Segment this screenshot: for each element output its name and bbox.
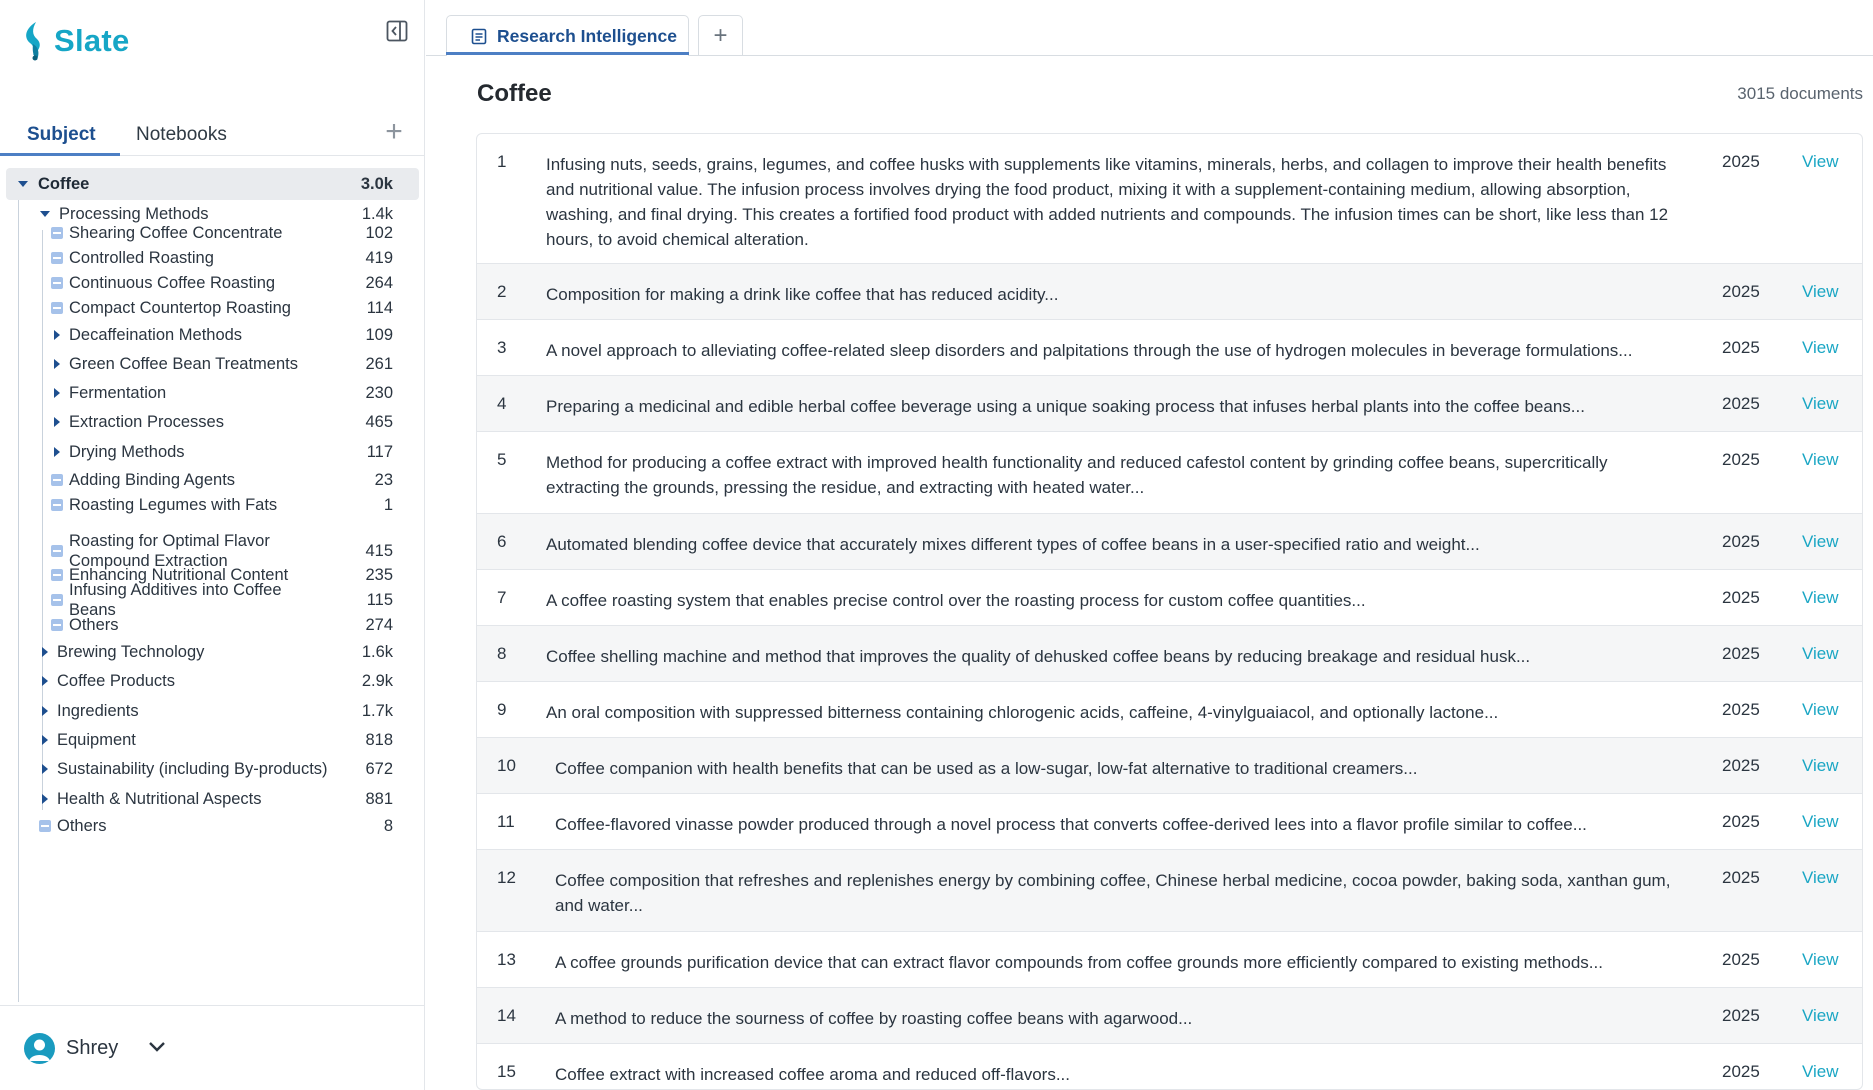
caret-right-icon[interactable] — [42, 764, 48, 774]
document-summary: Coffee extract with increased coffee aroma and reduced off-flavors... — [555, 1065, 1071, 1084]
document-summary: Coffee-flavored vinasse powder produced through a novel process that converts coffee-derived lees into a flavor profile similar to coffee... — [555, 815, 1587, 834]
leaf-node-icon — [51, 619, 63, 631]
document-number: 2 — [497, 282, 507, 301]
tree-label: Continuous Coffee Roasting — [69, 274, 276, 292]
sidebar-tabs — [0, 115, 425, 156]
tree-node[interactable] — [0, 788, 425, 810]
tree-node[interactable] — [0, 581, 425, 619]
tree-count: 2.9k — [361, 671, 393, 690]
document-year: 2025 — [1722, 394, 1760, 413]
document-number: 6 — [497, 532, 507, 551]
document-summary: Coffee composition that refreshes and replenishes energy by combining coffee, Chinese herbal medicine, cocoa powder, baking soda, xanthan gum, and water... — [555, 871, 1671, 915]
caret-down-icon[interactable] — [18, 181, 28, 187]
document-row — [477, 376, 1863, 432]
document-year: 2025 — [1722, 700, 1760, 719]
document-summary: A novel approach to alleviating coffee-related sleep disorders and palpitations through the use of hydrogen molecules in beverage formulations... — [546, 341, 1633, 360]
tree-count: 818 — [365, 730, 393, 749]
document-number: 8 — [497, 644, 507, 663]
document-number: 12 — [497, 868, 516, 887]
leaf-node-icon — [51, 474, 63, 486]
view-link[interactable]: View — [1802, 588, 1839, 607]
tab-label: Research Intelligence — [497, 25, 677, 46]
tree-count: 881 — [365, 789, 393, 808]
logo[interactable] — [20, 20, 130, 62]
tab-notebooks[interactable]: Notebooks — [136, 124, 227, 145]
document-summary: Coffee shelling machine and method that improves the quality of dehusked coffee beans by reducing breakage and residual husk... — [546, 647, 1531, 666]
view-link[interactable]: View — [1802, 450, 1839, 469]
leaf-node-icon — [51, 277, 63, 289]
new-tab-button[interactable]: + — [698, 15, 743, 56]
tree-node[interactable] — [0, 614, 425, 636]
tree-node[interactable] — [0, 272, 425, 294]
document-summary: Infusing nuts, seeds, grains, legumes, and coffee husks with supplements like vitamins, minerals, herbs, and collagen to improve their health benefits and nutritional value. The infusion process involves drying the food product, mixing it with a supplement-containing medium, allowing absorption, washing, and final drying. This creates a fortified food product with added nutrients and compounds. The infusion times can be short, like less than 12 hours, to avoid chemical alteration. — [546, 155, 1669, 249]
tree-label: Others — [57, 816, 107, 835]
document-number: 1 — [497, 152, 507, 171]
tree-count: 230 — [365, 383, 393, 402]
document-summary: A coffee grounds purification device that can extract flavor compounds from coffee grounds more efficiently compared to existing methods... — [555, 953, 1603, 972]
tree-label: Processing Methods — [59, 204, 209, 223]
tree-count: 264 — [365, 273, 393, 292]
document-row — [477, 1044, 1863, 1090]
document-icon — [471, 28, 487, 45]
view-link[interactable]: View — [1802, 1062, 1839, 1081]
user-icon — [24, 1033, 55, 1064]
document-summary: A coffee roasting system that enables precise control over the roasting process for custom coffee quantities... — [546, 591, 1366, 610]
active-tab-indicator — [0, 153, 120, 156]
document-row — [477, 932, 1863, 988]
tree-node[interactable] — [0, 353, 425, 375]
caret-right-icon[interactable] — [42, 647, 48, 657]
tree-count: 114 — [366, 298, 393, 317]
document-row — [477, 264, 1863, 320]
document-year: 2025 — [1722, 588, 1760, 607]
view-link[interactable]: View — [1802, 756, 1839, 775]
tree-label: Infusing Additives into Coffee Beans — [69, 581, 282, 619]
caret-right-icon[interactable] — [54, 359, 60, 369]
chevron-down-icon[interactable] — [148, 1040, 166, 1054]
leaf-node-icon — [51, 227, 63, 239]
tree-label: Ingredients — [57, 701, 139, 720]
document-number: 15 — [497, 1062, 516, 1081]
sidebar — [0, 0, 425, 1090]
tree-label: Roasting for Optimal Flavor Compound Extraction — [69, 532, 270, 570]
tree-label: Coffee — [38, 174, 90, 193]
document-summary: Method for producing a coffee extract with improved health functionality and reduced cafestol content by grinding coffee beans, supercritically extracting the grounds, pressing the residue, and extracting with heated water... — [546, 453, 1608, 497]
view-link[interactable]: View — [1802, 950, 1839, 969]
tree-count: 261 — [365, 354, 393, 373]
tree-label: Health & Nutritional Aspects — [57, 789, 262, 808]
tree-count: 23 — [374, 470, 393, 489]
tab-bar — [426, 0, 1873, 56]
add-button[interactable]: + — [385, 115, 403, 148]
view-link[interactable]: View — [1802, 338, 1839, 357]
tree-count: 274 — [365, 615, 393, 634]
tree-node[interactable] — [0, 758, 425, 780]
document-row — [477, 320, 1863, 376]
tree-count: 1.7k — [361, 701, 393, 720]
collapse-sidebar-button[interactable] — [385, 19, 409, 43]
caret-right-icon[interactable] — [54, 417, 60, 427]
document-row — [477, 988, 1863, 1044]
user-menu[interactable] — [0, 1005, 425, 1090]
caret-right-icon[interactable] — [42, 676, 48, 686]
tree-node[interactable] — [0, 324, 425, 346]
document-number: 11 — [497, 812, 515, 831]
leaf-node-icon — [51, 302, 63, 314]
document-year: 2025 — [1722, 868, 1760, 887]
document-year: 2025 — [1722, 950, 1760, 969]
document-year: 2025 — [1722, 338, 1760, 357]
tree-count: 1.4k — [361, 204, 393, 223]
tree-node[interactable] — [0, 411, 425, 433]
slate-logo-icon — [20, 20, 50, 62]
tree-count: 235 — [365, 565, 393, 584]
tree-label: Green Coffee Bean Treatments — [69, 355, 298, 373]
document-row — [477, 682, 1863, 738]
document-row — [477, 134, 1863, 264]
document-number: 4 — [497, 394, 507, 413]
tree-label: Fermentation — [69, 384, 167, 402]
document-number: 5 — [497, 450, 507, 469]
tree-label: Drying Methods — [69, 443, 185, 461]
document-number: 13 — [497, 950, 516, 969]
tree-node[interactable] — [0, 297, 425, 319]
tree-label: Extraction Processes — [69, 413, 224, 431]
tree-label: Adding Binding Agents — [69, 471, 236, 489]
document-year: 2025 — [1722, 1006, 1760, 1025]
caret-right-icon[interactable] — [42, 794, 48, 804]
page-title: Coffee — [477, 80, 552, 107]
document-year: 2025 — [1722, 282, 1760, 301]
document-number: 10 — [497, 756, 516, 775]
view-link[interactable]: View — [1802, 812, 1839, 831]
tree-count: 115 — [366, 590, 393, 609]
document-number: 14 — [497, 1006, 516, 1025]
document-summary: Preparing a medicinal and edible herbal coffee beverage using a unique soaking process that infuses herbal plants into the coffee beans... — [546, 397, 1585, 416]
view-link[interactable]: View — [1802, 700, 1839, 719]
tree-label: Roasting Legumes with Fats — [69, 496, 278, 514]
tree-node[interactable] — [0, 700, 425, 722]
tree-node[interactable] — [0, 222, 425, 244]
user-name: Shrey — [66, 1037, 119, 1059]
view-link[interactable]: View — [1802, 152, 1839, 171]
document-number: 3 — [497, 338, 507, 357]
view-link[interactable]: View — [1802, 1006, 1839, 1025]
tree-node[interactable] — [0, 670, 425, 692]
caret-right-icon[interactable] — [42, 706, 48, 716]
view-link[interactable]: View — [1802, 644, 1839, 663]
tree-root-coffee[interactable] — [6, 168, 419, 200]
tree-count: 672 — [365, 759, 393, 778]
document-year: 2025 — [1722, 450, 1760, 469]
leaf-node-icon — [51, 594, 63, 606]
leaf-node-icon — [51, 569, 63, 581]
document-list — [476, 133, 1863, 1090]
avatar[interactable] — [24, 1033, 55, 1064]
tree-label: Coffee Products — [57, 671, 176, 690]
document-row — [477, 570, 1863, 626]
tree-node[interactable] — [0, 641, 425, 663]
caret-down-icon[interactable] — [40, 211, 50, 217]
tree-count: 419 — [365, 248, 393, 267]
tree-count: 3.0k — [360, 174, 393, 193]
tree-count: 102 — [365, 223, 393, 242]
tree-node[interactable] — [0, 441, 425, 463]
app-name: Slate — [54, 23, 130, 58]
tree-count: 415 — [365, 541, 393, 560]
active-tab-indicator — [446, 52, 689, 55]
document-row — [477, 738, 1863, 794]
tree-label: Decaffeination Methods — [69, 326, 243, 344]
tree-count: 465 — [365, 412, 393, 431]
tree-count: 1.6k — [361, 642, 393, 661]
sidebar-collapse-icon — [386, 20, 408, 42]
leaf-node-icon — [51, 252, 63, 264]
document-year: 2025 — [1722, 152, 1760, 171]
tree-node[interactable] — [0, 815, 425, 837]
document-summary: A method to reduce the sourness of coffee by roasting coffee beans with agarwood... — [555, 1009, 1193, 1028]
document-summary: An oral composition with suppressed bitterness containing chlorogenic acids, caffeine, 4-vinylguaiacol, and optionally lactone... — [546, 703, 1499, 722]
leaf-node-icon — [39, 820, 51, 832]
document-year: 2025 — [1722, 756, 1760, 775]
document-summary: Coffee companion with health benefits that can be used as a low-sugar, low-fat alternative to traditional creamers... — [555, 759, 1418, 778]
caret-right-icon[interactable] — [42, 735, 48, 745]
document-number: 7 — [497, 588, 507, 607]
tree-label: Shearing Coffee Concentrate — [69, 224, 283, 242]
view-link[interactable]: View — [1802, 282, 1839, 301]
document-year: 2025 — [1722, 532, 1760, 551]
tree-count: 1 — [383, 495, 393, 514]
tree-label: Others — [69, 616, 119, 634]
document-year: 2025 — [1722, 644, 1760, 663]
tree-node[interactable] — [0, 247, 425, 269]
tree-label: Controlled Roasting — [69, 249, 214, 267]
tree-node[interactable] — [0, 382, 425, 404]
document-number: 9 — [497, 700, 507, 719]
view-link[interactable]: View — [1802, 868, 1839, 887]
caret-right-icon[interactable] — [54, 330, 60, 340]
caret-right-icon[interactable] — [54, 388, 60, 398]
document-row — [477, 432, 1863, 514]
tab-research-intelligence[interactable] — [446, 15, 689, 56]
tree-label: Equipment — [57, 730, 136, 749]
document-row — [477, 514, 1863, 570]
document-year: 2025 — [1722, 812, 1760, 831]
tree-label: Enhancing Nutritional Content — [69, 566, 289, 584]
leaf-node-icon — [51, 545, 63, 557]
document-summary: Composition for making a drink like coffee that has reduced acidity... — [546, 285, 1059, 304]
tree-count: 8 — [383, 816, 393, 835]
tree-count: 117 — [366, 442, 393, 461]
document-summary: Automated blending coffee device that accurately mixes different types of coffee beans in a user-specified ratio and weight... — [546, 535, 1480, 554]
tree-label: Sustainability (including By-products) — [57, 759, 328, 778]
document-row — [477, 850, 1863, 932]
tree-count: 109 — [365, 325, 393, 344]
view-link[interactable]: View — [1802, 532, 1839, 551]
document-count: 3015 documents — [1737, 84, 1863, 103]
document-row — [477, 626, 1863, 682]
tree-node[interactable] — [0, 469, 425, 491]
view-link[interactable]: View — [1802, 394, 1839, 413]
tree-node[interactable] — [0, 494, 425, 516]
leaf-node-icon — [51, 499, 63, 511]
tree-node[interactable] — [0, 729, 425, 751]
tree-label: Compact Countertop Roasting — [69, 299, 291, 317]
caret-right-icon[interactable] — [54, 447, 60, 457]
tab-subject[interactable]: Subject — [27, 124, 96, 145]
document-year: 2025 — [1722, 1062, 1760, 1081]
document-row — [477, 794, 1863, 850]
tree-label: Brewing Technology — [57, 642, 205, 661]
